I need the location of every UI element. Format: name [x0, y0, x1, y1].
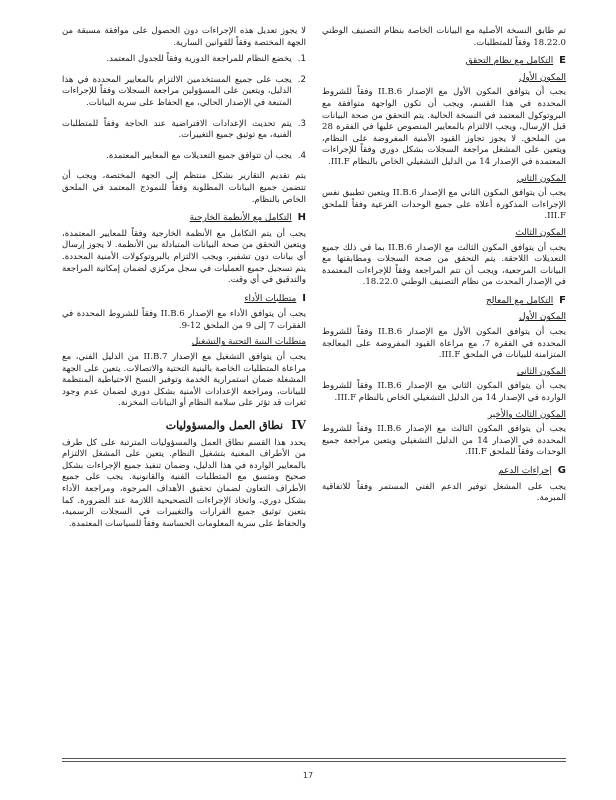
- body-paragraph: يتم تقديم التقارير بشكل منتظم إلى الجهة المختصة، ويجب أن تتضمن جميع البيانات المطلوبة وفقاً للنموذج المعتمد في الملحق الخاص بالنظام.: [62, 171, 306, 205]
- item-number: 1.: [297, 54, 306, 65]
- section-heading-h: [62, 212, 306, 225]
- subsection-title: المكون الثالث: [515, 227, 566, 238]
- item-text: يتم تحديث الإعدادات الافتراضية عند الحاجة وفقاً للمتطلبات الفنية، مع توثيق جميع التغييرات.: [62, 118, 292, 141]
- numbered-item: [62, 151, 306, 163]
- item-text: يجب على جميع المستخدمين الالتزام بالمعايير المحددة في هذا الدليل، ويتعين على المسؤولين مراجعة السجلات وفقاً للإجراءات المتبعة في الإصدار الحالي، مع الحفاظ على سرية البيانات.: [62, 74, 292, 108]
- numbered-item: [62, 54, 306, 66]
- item-text: يخضع النظام للمراجعة الدورية وفقاً للجدول المعتمد.: [106, 54, 292, 65]
- section-title: التكامل مع المعالج: [485, 295, 554, 306]
- subsection-text: يجب أن يتوافق المكون الثاني مع الإصدار II.B.6 ويتعين تطبيق نفس الإجراءات المذكورة أعلاه على جميع الوحدات الفرعية وفقاً للملحق III.F.: [322, 188, 566, 222]
- section-title: إجراءات الدعم: [498, 466, 552, 476]
- section-letter: H: [297, 212, 306, 224]
- part-roman-numeral: IV: [291, 418, 306, 433]
- section-title: متطلبات الأداء: [244, 293, 297, 304]
- section-text: يجب أن يتوافق الأداء مع الإصدار II.B.6 وفقاً للشروط المحددة في الفقرات 7 إلى 9 من الملحق 12-9.: [62, 309, 306, 331]
- item-text: يجب أن تتوافق جميع التعديلات مع المعايير المعتمدة.: [106, 150, 292, 161]
- section-heading-i: [62, 293, 306, 306]
- part-heading: [62, 420, 306, 432]
- subsection-text: يجب أن يتوافق المكون الثالث مع الإصدار II.B.6 بما في ذلك جميع التعديلات اللاحقة. يتم التحقق من صحة السجلات ومطابقتها مع البيانات المرجعية، ويجب أن تتم المراجعة وفقاً للإجراءات المعتمدة في الإصدار المحدث من نظام التصنيف الوطني 18.22.0.: [322, 242, 567, 288]
- part-title: نطاق العمل والمسؤوليات: [165, 419, 284, 433]
- subsection-title: المكون الثالث والأخير: [487, 409, 566, 420]
- subsection-text: يجب على المشغل توفير الدعم الفني المستمر وفقاً للاتفاقية المبرمة.: [322, 481, 566, 504]
- subsection-title: المكون الثاني: [516, 173, 566, 184]
- right-column: [322, 26, 566, 510]
- subsection-text: يجب أن يتوافق المكون الأول مع الإصدار II.B.6 وفقاً للشروط المحددة في هذا القسم، ويجب أن تكون الواجهة متوافقة مع البروتوكول المعتمد في النسخة الحالية. يتم التحقق من صحة البيانات قبل الإرسال، ويجب الالتزام بالمعايير المنصوص عليها في الفقرة 28 من الملحق. لا يجوز تجاوز القيود الأمنية المفروضة على النظام، ويتعين على المشغل مراجعة السجلات بشكل دوري وفقاً للإجراءات المعتمدة في الإصدار 14 من الدليل التشغيلي الخاص بالنظام III.F.: [322, 87, 566, 167]
- subsection-title: المكون الأول: [519, 72, 566, 83]
- subsection-text: يجب أن يتوافق المكون الأول مع الإصدار II.B.6 وفقاً للشروط المحددة في الفقرة 7، مع مراعاة القيود المفروضة على المعالجة المتزامنة للبيانات في الملحق III.F.: [322, 327, 566, 361]
- item-number: 3.: [297, 118, 306, 129]
- subsection-text: يجب أن يتوافق المكون الثالث مع الإصدار II.B.6 وفقاً للشروط المحددة في الإصدار 14 من الدليل التشغيلي ويتعين مراجعة جميع الوحدات وفقاً للملحق III.F.: [322, 424, 567, 458]
- section-heading-e: [322, 55, 566, 68]
- subsection-text: يجب أن يتوافق المكون الثاني مع الإصدار II.B.6 وفقاً للشروط الواردة في الإصدار 14 من الدليل التشغيلي الخاص بالنظام III.F.: [322, 381, 567, 404]
- sub-block-text: يجب أن يتوافق التشغيل مع الإصدار II.B.7 من الدليل الفني، مع مراعاة المتطلبات الخاصة بالبنية التحتية والاتصالات. يتعين على الجهة المشغلة ضمان استمرارية الخدمة وتوفير النسخ الاحتياطية المنتظمة للبيانات، ومراجعة الإعدادات الأمنية بشكل دوري لضمان عدم وجود ثغرات قد تؤثر على سلامة النظام أو البيانات المخزنة.: [62, 352, 306, 409]
- section-heading-g: [322, 465, 566, 478]
- right-intro-paragraph: تم طابق النسخة الأصلية مع البيانات الخاصة بنظام التصنيف الوطني 18.22.0 وفقاً للمتطلبات.: [322, 26, 566, 48]
- footer-rule: [62, 758, 566, 759]
- sub-block-title: متطلبات البنية التحتية والتشغيل: [191, 337, 306, 348]
- section-title: التكامل مع الأنظمة الخارجية: [189, 213, 292, 224]
- subsection-title: المكون الأول: [519, 312, 566, 323]
- section-letter: G: [557, 465, 566, 476]
- numbered-item: [62, 75, 306, 110]
- part-text: يحدد هذا القسم نطاق العمل والمسؤوليات المترتبة على كل طرف من الأطراف المعنية بتشغيل النظام. يتعين على المشغل الالتزام بالمعايير الواردة في هذا الدليل، وضمان تنفيذ جميع الإجراءات بشكل صحيح ومتسق مع المتطلبات الفنية والقانونية. يجب على جميع الأطراف التعاون لضمان تحقيق الأهداف المرجوة، ومراجعة الأداء بشكل دوري، واتخاذ الإجراءات التصحيحية اللازمة عند الضرورة. كما يتعين توثيق جميع القرارات والتغييرات في السجلات الرسمية، والحفاظ على سرية المعلومات الحساسة وفقاً للسياسات المعتمدة.: [62, 437, 306, 529]
- subsection-title: المكون الثاني: [516, 366, 566, 377]
- section-text: يجب أن يتم التكامل مع الأنظمة الخارجية وفقاً للمعايير المعتمدة، ويتعين التحقق من صحة البيانات المتبادلة بين الأنظمة. لا يجوز إرسال أي بيانات دون تشفير، ويجب الالتزام بالبروتوكولات الأمنية المحددة. يتم تسجيل جميع العمليات في سجل مركزي لضمان إمكانية المراجعة والتدقيق في أي وقت.: [62, 228, 306, 286]
- section-letter: F: [559, 294, 566, 306]
- section-letter: I: [302, 292, 306, 304]
- section-heading-f: [322, 295, 566, 308]
- left-intro-paragraph: لا يجوز تعديل هذه الإجراءات دون الحصول على موافقة مسبقة من الجهة المختصة وفقاً للقوانين السارية.: [62, 26, 306, 48]
- section-title: التكامل مع نظام التحقق: [465, 56, 554, 67]
- item-number: 2.: [297, 74, 306, 85]
- item-number: 4.: [297, 150, 306, 161]
- footer-rule: [62, 761, 566, 762]
- left-column: [62, 26, 306, 535]
- numbered-item: [62, 119, 306, 142]
- page-number: 17: [302, 771, 314, 780]
- section-letter: E: [559, 55, 566, 67]
